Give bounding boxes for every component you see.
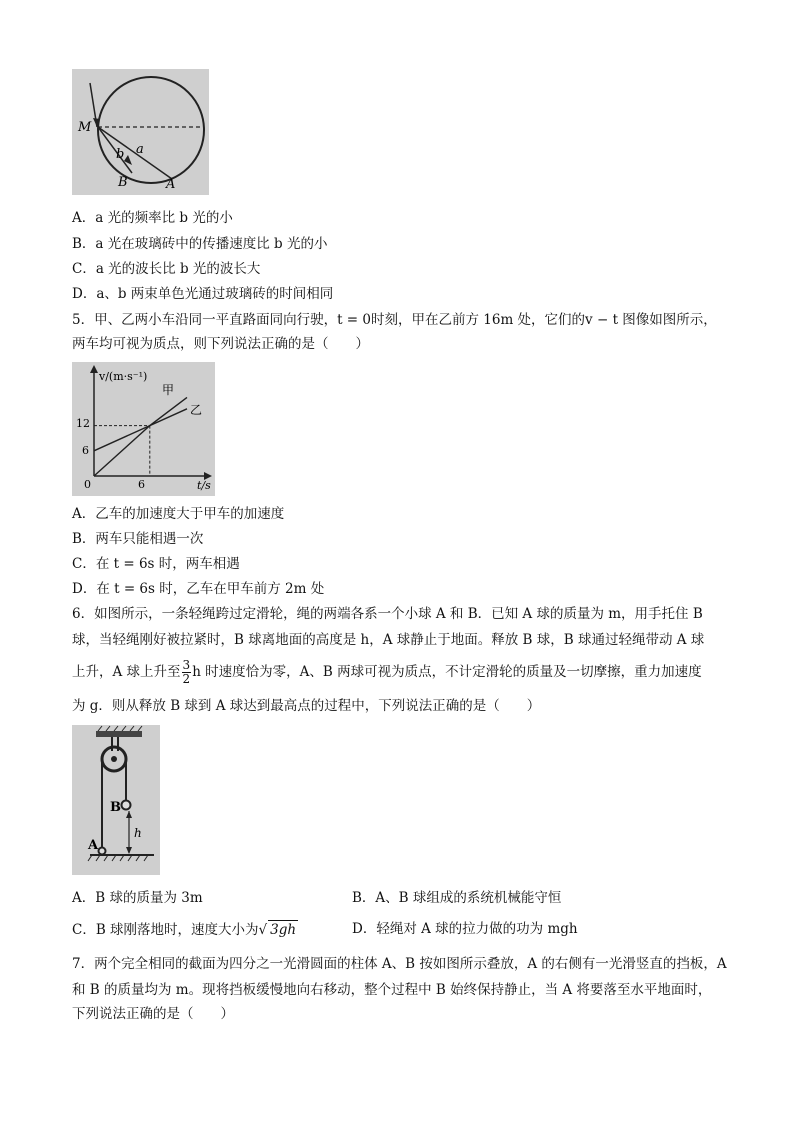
q6-stem-line3: 上升，A 球上升至 $\frac{3}{2}$ h 时速度恰为零，A、B 两球可视为质点，不计定滑轮的质量及一切摩擦，重力加速度 [72,658,702,686]
figure-pulley [72,725,160,875]
q7-stem-line3: 下列说法正确的是（ ） [72,1006,234,1022]
x-tick-0: 0 [84,478,91,491]
q5-stem-line1: 5．甲、乙两小车沿同一平直路面同向行驶，t = 0时刻，甲在乙前方 16m 处，它们的v − t 图像如图所示， [72,312,717,328]
q6-option-b: B．A、B 球组成的系统机械能守恒 [352,890,562,906]
legend-yi: 乙 [190,403,203,417]
figure-vt-chart [72,362,215,496]
y-tick-6: 6 [82,444,89,457]
label-B: B [110,800,121,815]
figure-refraction [72,69,209,195]
q7-stem-line1: 7．两个完全相同的截面为四分之一光滑圆面的柱体 A、B 按如图所示叠放，A 的右侧有一光滑竖直的挡板，A [72,956,727,972]
ray-a [98,127,172,179]
legend-jia: 甲 [162,383,175,397]
q5-option-a: A．乙车的加速度大于甲车的加速度 [72,506,285,522]
label-A: A [166,177,176,192]
ball-A [99,848,106,855]
q5-option-b: B．两车只能相遇一次 [72,531,204,547]
q6-stem-line2: 球，当轻绳刚好被拉紧时，B 球离地面的高度是 h，A 球静止于地面。释放 B 球，B 球通过轻绳带动 A 球 [72,632,705,648]
q6-stem-line1: 6．如图所示，一条轻绳跨过定滑轮，绳的两端各系一个小球 A 和 B．已知 A 球的质量为 m，用手托住 B [72,606,703,622]
y-tick-12: 12 [76,417,90,430]
label-b: b [116,147,125,162]
q4-option-b: B．a 光在玻璃砖中的传播速度比 b 光的小 [72,236,328,252]
y-axis-label: v/(m·s⁻¹) [99,370,148,383]
q5-stem-line2: 两车均可视为质点，则下列说法正确的是（ ） [72,336,369,352]
y-axis-arrow [90,365,98,373]
q6-option-c: C．B 球刚落地时，速度大小为√ 3gh [72,922,297,938]
x-tick-6: 6 [138,478,145,491]
ray-b [98,127,132,173]
x-axis-label: t/s [197,479,211,492]
q7-stem-line2: 和 B 的质量均为 m。现将挡板缓慢地向右移动，整个过程中 B 始终保持静止，当 A 将要落至水平地面时， [72,982,712,998]
label-B: B [118,175,128,190]
ceiling [96,731,142,737]
label-h: h [134,826,142,840]
q6-stem-line4: 为 g．则从释放 B 球到 A 球达到最高点的过程中，下列说法正确的是（ ） [72,698,541,714]
label-a: a [136,142,144,157]
glass-circle [98,77,204,183]
q6-option-d: D．轻绳对 A 球的拉力做的功为 mgh [352,921,578,937]
q5-option-d: D．在 t = 6s 时，乙车在甲车前方 2m 处 [72,581,325,597]
q4-option-c: C．a 光的波长比 b 光的波长大 [72,261,261,277]
ball-B [122,801,131,810]
q4-option-d: D．a、b 两束单色光通过玻璃砖的时间相同 [72,286,334,302]
label-A: A [88,838,99,853]
label-M: M [78,120,92,135]
series-line-1 [94,409,187,476]
q6-option-a: A．B 球的质量为 3m [72,890,203,906]
q5-option-c: C．在 t = 6s 时，两车相遇 [72,556,240,572]
fraction-3-2: $\frac{3}{2}$ [182,658,191,686]
series-line-0 [94,397,187,450]
q4-option-a: A．a 光的频率比 b 光的小 [72,210,233,226]
